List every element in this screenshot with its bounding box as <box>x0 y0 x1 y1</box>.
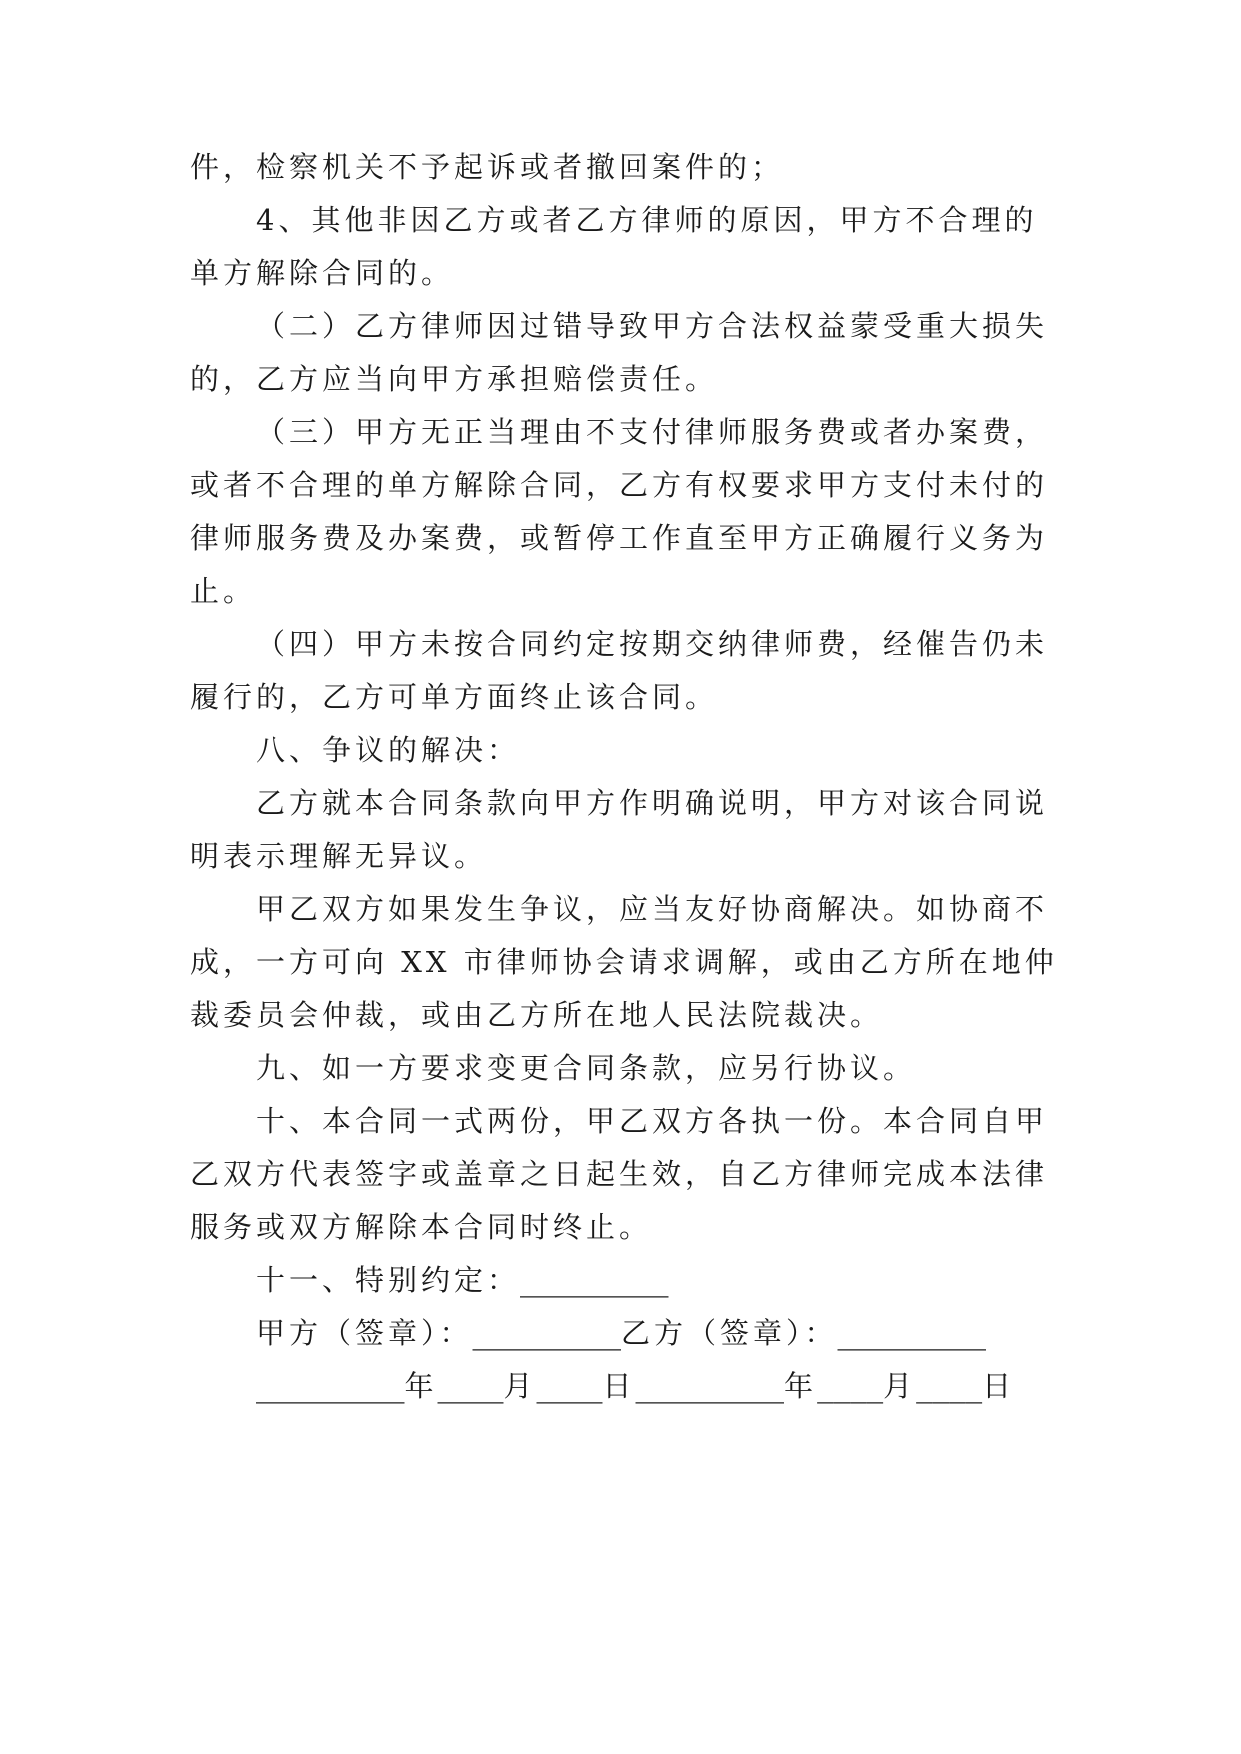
party-a-year-blank: _________ <box>256 1365 405 1404</box>
text-line: 件，检察机关不予起诉或者撤回案件的； <box>190 150 785 184</box>
contract-text <box>190 141 1070 1413</box>
party-a-month-blank: ____ <box>437 1365 504 1404</box>
text-line: 或者不合理的单方解除合同，乙方有权要求甲方支付未付的 <box>190 468 1049 502</box>
text-line: 律师服务费及办案费，或暂停工作直至甲方正确履行义务为 <box>190 521 1049 555</box>
text-line: 4、其他非因乙方或者乙方律师的原因，甲方不合理的 <box>256 203 1038 237</box>
text-line: 九、如一方要求变更合同条款，应另行协议。 <box>256 1051 917 1085</box>
text-line: （三）甲方无正当理由不支付律师服务费或者办案费， <box>256 415 1049 449</box>
date-line <box>190 1360 1070 1413</box>
text-line: 成，一方可向 XX 市律师协会请求调解，或由乙方所在地仲 <box>190 945 1058 979</box>
text-line: 单方解除合同的。 <box>190 256 455 290</box>
text-line: 的，乙方应当向甲方承担赔偿责任。 <box>190 362 719 396</box>
party-b-year-blank: _________ <box>635 1365 785 1404</box>
text-line: （二）乙方律师因过错导致甲方合法权益蒙受重大损失 <box>256 309 1049 343</box>
party-a-day-blank: ____ <box>536 1365 603 1404</box>
section-heading: 八、争议的解决： <box>256 733 521 767</box>
year-label: 年 <box>404 1369 438 1403</box>
party-b-signature-blank: _________ <box>837 1312 987 1351</box>
text-line: 履行的，乙方可单方面终止该合同。 <box>190 680 719 714</box>
day-label: 日 <box>982 1369 1016 1403</box>
text-line: 止。 <box>190 574 257 608</box>
month-label: 月 <box>883 1369 917 1403</box>
party-a-signature-label: 甲方（签章）： <box>256 1316 473 1350</box>
special-agreement-label: 十一、特别约定： <box>256 1263 521 1297</box>
year-label: 年 <box>784 1369 818 1403</box>
special-agreement-line <box>190 1254 1070 1307</box>
party-b-signature-label: 乙方（签章）： <box>621 1316 838 1350</box>
day-label: 日 <box>602 1369 636 1403</box>
party-a-signature-blank: _________ <box>472 1312 622 1351</box>
special-agreement-blank: _________ <box>520 1259 669 1298</box>
text-line: 甲乙双方如果发生争议，应当友好协商解决。如协商不 <box>256 892 1049 926</box>
text-line: 裁委员会仲裁，或由乙方所在地人民法院裁决。 <box>190 998 884 1032</box>
text-line: 十、本合同一式两份，甲乙双方各执一份。本合同自甲 <box>256 1104 1049 1138</box>
text-line: 明表示理解无异议。 <box>190 839 488 873</box>
text-line: （四）甲方未按合同约定按期交纳律师费，经催告仍未 <box>256 627 1049 661</box>
month-label: 月 <box>503 1369 537 1403</box>
text-line: 乙方就本合同条款向甲方作明确说明，甲方对该合同说 <box>256 786 1049 820</box>
signature-line <box>190 1307 1070 1360</box>
party-b-day-blank: ____ <box>916 1365 983 1404</box>
party-b-month-blank: ____ <box>817 1365 884 1404</box>
text-line: 乙双方代表签字或盖章之日起生效，自乙方律师完成本法律 <box>190 1157 1049 1191</box>
text-line: 服务或双方解除本合同时终止。 <box>190 1210 653 1244</box>
